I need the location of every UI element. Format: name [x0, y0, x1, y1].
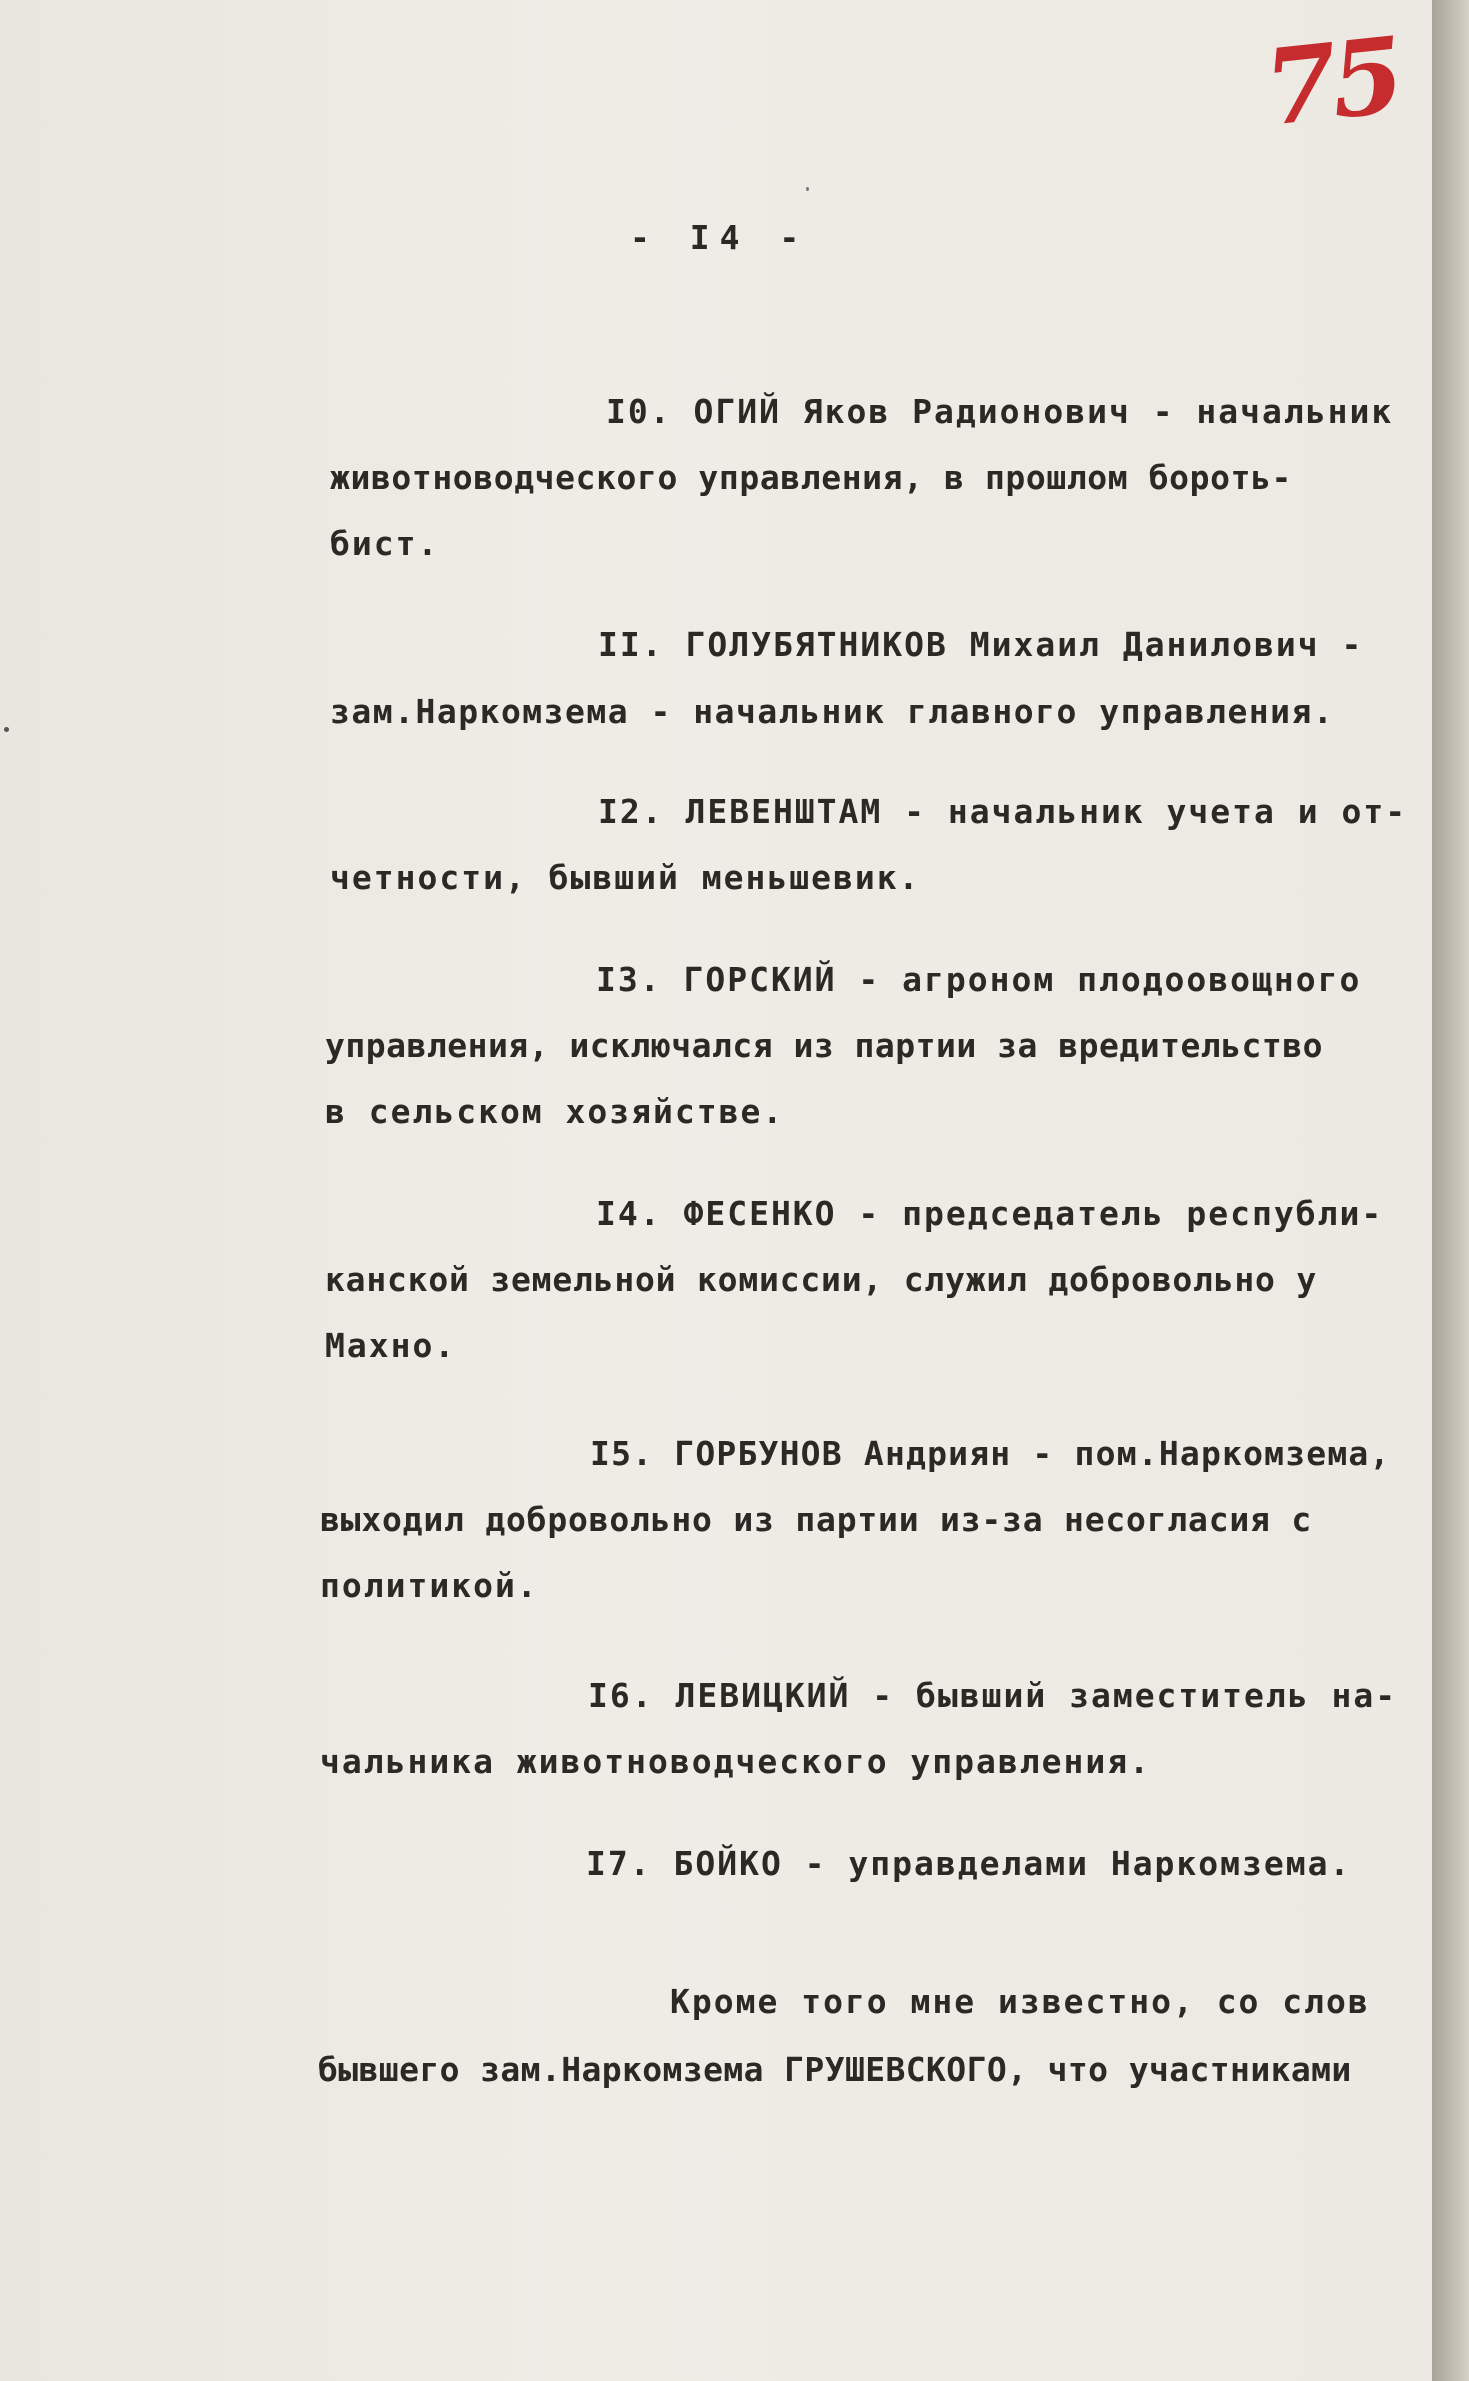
margin-mark [4, 727, 9, 732]
archive-page-number-handwritten: 75 [1258, 13, 1404, 150]
text-line: политикой. [320, 1566, 539, 1605]
text-line: I6. ЛЕВИЦКИЙ - бывший заместитель на- [588, 1676, 1398, 1715]
text-line: зам.Наркомзема - начальник главного управления. [330, 692, 1335, 731]
text-line: в сельском хозяйстве. [325, 1092, 785, 1131]
text-line: I3. ГОРСКИЙ - агроном плодоовощного [596, 960, 1362, 999]
text-line: бист. [330, 524, 440, 563]
text-line: I7. БОЙКО - управделами Наркомзема. [586, 1844, 1352, 1883]
text-line: I5. ГОРБУНОВ Андриян - пом.Наркомзема, [590, 1434, 1391, 1473]
text-line: чальника животноводческого управления. [320, 1742, 1151, 1781]
text-line: II. ГОЛУБЯТНИКОВ Михаил Данилович - [598, 625, 1364, 664]
text-line: I0. ОГИЙ Яков Радионович - начальник [606, 392, 1394, 431]
page-number: - I4 - [630, 218, 810, 257]
text-line: I2. ЛЕВЕНШТАМ - начальник учета и от- [598, 792, 1408, 831]
text-line: канской земельной комиссии, служил добровольно у [325, 1260, 1318, 1299]
text-line: I4. ФЕСЕНКО - председатель республи- [596, 1194, 1384, 1233]
text-line: животноводческого управления, в прошлом бороть- [330, 458, 1292, 497]
text-line: бывшего зам.Наркомзема ГРУШЕВСКОГО, что участниками [318, 2050, 1352, 2089]
text-line: четности, бывший меньшевик. [330, 858, 921, 897]
page-edge-shadow [1432, 0, 1469, 2381]
paper-speck [806, 187, 809, 191]
text-line: Кроме того мне известно, со слов [670, 1982, 1370, 2021]
text-line: Махно. [325, 1326, 457, 1365]
text-line: управления, исключался из партии за вредительство [325, 1026, 1324, 1065]
text-line: выходил добровольно из партии из-за несогласия с [320, 1500, 1313, 1539]
